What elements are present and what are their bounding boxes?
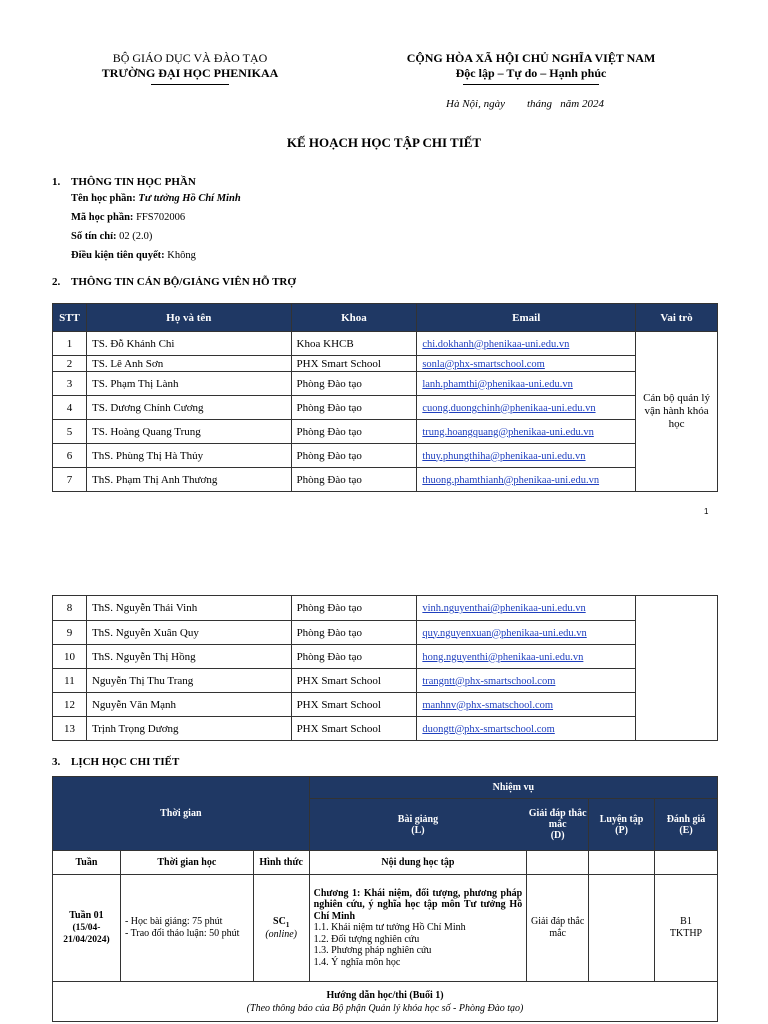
staff-email-link[interactable]: vinh.nguyenthai@phenikaa-uni.edu.vn xyxy=(422,603,586,614)
staff-email-cell xyxy=(417,444,636,468)
week-1-row xyxy=(53,875,718,982)
guide-row xyxy=(53,982,718,1022)
staff-name: Nguyễn Văn Mạnh xyxy=(86,693,291,717)
staff-row xyxy=(53,396,718,420)
staff-name: TS. Lê Anh Sơn xyxy=(86,356,291,372)
staff-dept: PHX Smart School xyxy=(291,669,417,693)
form-cell: $SC_1$ (online) xyxy=(253,875,309,982)
staff-email-link[interactable]: chi.dokhanh@phenikaa-uni.edu.vn xyxy=(422,338,570,350)
staff-dept: Phòng Đào tạo xyxy=(291,468,417,492)
course-name: Tư tưởng Hồ Chí Minh xyxy=(138,193,241,204)
content-item: 1.4. Ý nghĩa môn học xyxy=(313,956,401,968)
col-email: Email xyxy=(417,304,636,332)
course-code: FFS702006 xyxy=(136,212,186,223)
schedule-table xyxy=(52,776,718,1022)
staff-email-cell xyxy=(417,372,636,396)
subheader-practice-empty xyxy=(589,851,655,875)
staff-row xyxy=(53,420,718,444)
staff-name: ThS. Nguyễn Thái Vinh xyxy=(86,596,291,621)
col-role: Vai trò xyxy=(636,304,718,332)
subheader-qa-empty xyxy=(527,851,589,875)
staff-email-cell xyxy=(417,356,636,372)
staff-row xyxy=(53,717,718,741)
staff-stt: 5 xyxy=(53,420,87,444)
staff-stt: 8 xyxy=(53,596,87,621)
prereq: Không xyxy=(167,250,196,261)
staff-role: Cán bộ quản lý vận hành khóa học xyxy=(636,332,718,492)
staff-email-link[interactable]: quy.nguyenxuan@phenikaa-uni.edu.vn xyxy=(422,627,587,639)
staff-dept: Phòng Đào tạo xyxy=(291,420,417,444)
staff-table-page-1 xyxy=(52,303,718,492)
staff-dept: Phòng Đào tạo xyxy=(291,444,417,468)
staff-email-cell xyxy=(417,468,636,492)
staff-table-page-2 xyxy=(52,595,718,741)
staff-row xyxy=(53,356,718,372)
staff-row xyxy=(53,645,718,669)
header-practice: Luyện tập (P) xyxy=(589,799,655,851)
staff-email-cell xyxy=(417,332,636,356)
staff-row xyxy=(53,596,718,621)
staff-stt: 3 xyxy=(53,372,87,396)
staff-email-link[interactable]: thuy.phungthiha@phenikaa-uni.edu.vn xyxy=(422,450,586,462)
course-name-line: Tên học phần: Tư tưởng Hồ Chí Minh xyxy=(71,193,241,204)
staff-dept: Khoa KHCB xyxy=(291,332,417,356)
staff-email-cell xyxy=(417,596,636,621)
subheader-eval-empty xyxy=(655,851,718,875)
staff-stt: 4 xyxy=(53,396,87,420)
header-eval: Đánh giá (E) xyxy=(655,799,718,851)
staff-table-header xyxy=(53,304,718,332)
staff-stt: 9 xyxy=(53,621,87,645)
staff-dept: PHX Smart School xyxy=(291,356,417,372)
guide-note: (Theo thông báo của Bộ phận Quản lý khóa học số - Phòng Đào tạo) xyxy=(246,1002,524,1014)
section-2-heading: 2. THÔNG TIN CÁN BỘ/GIẢNG VIÊN HỖ TRỢ xyxy=(52,276,296,288)
content-item: 1.2. Đối tượng nghiên cứu xyxy=(313,933,420,945)
staff-email-cell xyxy=(417,420,636,444)
staff-dept: Phòng Đào tạo xyxy=(291,372,417,396)
col-dept: Khoa xyxy=(291,304,417,332)
header-lecture: Bài giảng (L) xyxy=(309,799,527,851)
staff-row xyxy=(53,444,718,468)
subheader-content: Nội dung học tập xyxy=(309,851,527,875)
staff-stt: 2 xyxy=(53,356,87,372)
motto-underline xyxy=(463,84,599,85)
staff-name: ThS. Phạm Thị Anh Thương xyxy=(86,468,291,492)
prereq-line: Điều kiện tiên quyết: Không xyxy=(71,250,196,261)
staff-email-link[interactable]: trung.hoangquang@phenikaa-uni.edu.vn xyxy=(422,426,594,438)
staff-dept: Phòng Đào tạo xyxy=(291,596,417,621)
staff-name: TS. Hoàng Quang Trung xyxy=(86,420,291,444)
staff-email-link[interactable]: manhnv@phx-smatschool.com xyxy=(422,699,554,711)
staff-dept: PHX Smart School xyxy=(291,693,417,717)
chapter-title: Chương 1: Khái niệm, đối tượng, phương pháp nghiên cứu, ý nghĩa học tập môn Tư tưởng Hồ Chí Minh xyxy=(313,887,523,922)
staff-stt: 10 xyxy=(53,645,87,669)
subheader-time: Thời gian học xyxy=(120,851,253,875)
staff-stt: 7 xyxy=(53,468,87,492)
staff-stt: 13 xyxy=(53,717,87,741)
staff-email-cell xyxy=(417,693,636,717)
staff-dept: Phòng Đào tạo xyxy=(291,621,417,645)
course-code-line: Mã học phần: FFS702006 xyxy=(71,212,186,223)
credits: 02 (2.0) xyxy=(119,231,153,242)
nation-block xyxy=(395,51,667,85)
staff-email-link[interactable]: thuong.phamthianh@phenikaa-uni.edu.vn xyxy=(422,474,600,486)
col-stt: STT xyxy=(53,304,87,332)
staff-name: ThS. Nguyễn Thị Hồng xyxy=(86,645,291,669)
staff-row xyxy=(53,372,718,396)
national-motto: Độc lập – Tự do – Hạnh phúc xyxy=(455,66,607,80)
staff-email-link[interactable]: cuong.duongchinh@phenikaa-uni.edu.vn xyxy=(422,402,596,414)
staff-stt: 12 xyxy=(53,693,87,717)
ministry-name: BỘ GIÁO DỤC VÀ ĐÀO TẠO xyxy=(112,51,268,65)
staff-dept: PHX Smart School xyxy=(291,717,417,741)
page-number: 1 xyxy=(704,507,709,516)
staff-name: TS. Dương Chính Cương xyxy=(86,396,291,420)
staff-name: Trịnh Trọng Dương xyxy=(86,717,291,741)
document-title: KẾ HOẠCH HỌC TẬP CHI TIẾT xyxy=(286,135,482,150)
content-cell xyxy=(309,875,527,982)
staff-stt: 11 xyxy=(53,669,87,693)
staff-email-cell xyxy=(417,621,636,645)
issuer-block xyxy=(60,51,320,85)
week-cell: Tuần 01 (15/04-21/04/2024) xyxy=(53,875,121,982)
university-name: TRƯỜNG ĐẠI HỌC PHENIKAA xyxy=(101,66,279,80)
staff-email-cell xyxy=(417,645,636,669)
staff-email-link[interactable]: lanh.phamthi@phenikaa-uni.edu.vn xyxy=(422,378,573,390)
staff-dept: Phòng Đào tạo xyxy=(291,645,417,669)
staff-stt: 6 xyxy=(53,444,87,468)
section-1-heading: 1. THÔNG TIN HỌC PHẦN xyxy=(52,176,196,188)
staff-name: ThS. Phùng Thị Hà Thủy xyxy=(86,444,291,468)
header-qa: Giải đáp thắc mắc (D) xyxy=(527,799,589,851)
staff-row xyxy=(53,621,718,645)
staff-email-link[interactable]: hong.nguyenthi@phenikaa-uni.edu.vn xyxy=(422,651,584,663)
staff-row xyxy=(53,332,718,356)
staff-name: TS. Đỗ Khánh Chi xyxy=(86,332,291,356)
staff-email-link[interactable]: trangntt@phx-smartschool.com xyxy=(422,675,556,687)
staff-email-link[interactable]: duongtt@phx-smartschool.com xyxy=(422,723,555,735)
content-item: 1.3. Phương pháp nghiên cứu xyxy=(313,945,432,957)
staff-role xyxy=(636,596,718,741)
staff-name: ThS. Nguyễn Xuân Quy xyxy=(86,621,291,645)
staff-name: Nguyễn Thị Thu Trang xyxy=(86,669,291,693)
staff-row xyxy=(53,669,718,693)
date-line: Hà Nội, ngày tháng năm 2024 xyxy=(446,98,604,110)
practice-cell xyxy=(589,875,655,982)
staff-email-cell xyxy=(417,669,636,693)
staff-email-cell xyxy=(417,396,636,420)
republic-name: CỘNG HÒA XÃ HỘI CHỦ NGHĨA VIỆT NAM xyxy=(406,51,656,65)
qa-cell: Giải đáp thắc mắc xyxy=(527,875,589,982)
subheader-form: Hình thức xyxy=(253,851,309,875)
content-item: 1.1. Khái niệm tư tưởng Hồ Chí Minh xyxy=(313,922,466,934)
guide-cell xyxy=(53,982,718,1022)
staff-name: TS. Phạm Thị Lành xyxy=(86,372,291,396)
subheader-week: Tuần xyxy=(53,851,121,875)
study-time-cell: - Học bài giảng: 75 phút - Trao đổi thảo luận: 50 phút xyxy=(120,875,253,982)
credits-line: Số tín chỉ: 02 (2.0) xyxy=(71,231,153,242)
staff-stt: 1 xyxy=(53,332,87,356)
eval-cell: B1 TKTHP xyxy=(655,875,718,982)
staff-email-cell xyxy=(417,717,636,741)
staff-row xyxy=(53,468,718,492)
staff-dept: Phòng Đào tạo xyxy=(291,396,417,420)
issuer-underline xyxy=(151,84,229,85)
col-name: Họ và tên xyxy=(86,304,291,332)
staff-row xyxy=(53,693,718,717)
header-time: Thời gian xyxy=(53,777,310,851)
staff-email-link[interactable]: sonla@phx-smartschool.com xyxy=(422,358,545,370)
guide-title: Hướng dẫn học/thi (Buổi 1) xyxy=(326,989,444,1001)
header-tasks: Nhiệm vụ xyxy=(309,777,717,799)
section-3-heading: 3. LỊCH HỌC CHI TIẾT xyxy=(52,756,180,768)
